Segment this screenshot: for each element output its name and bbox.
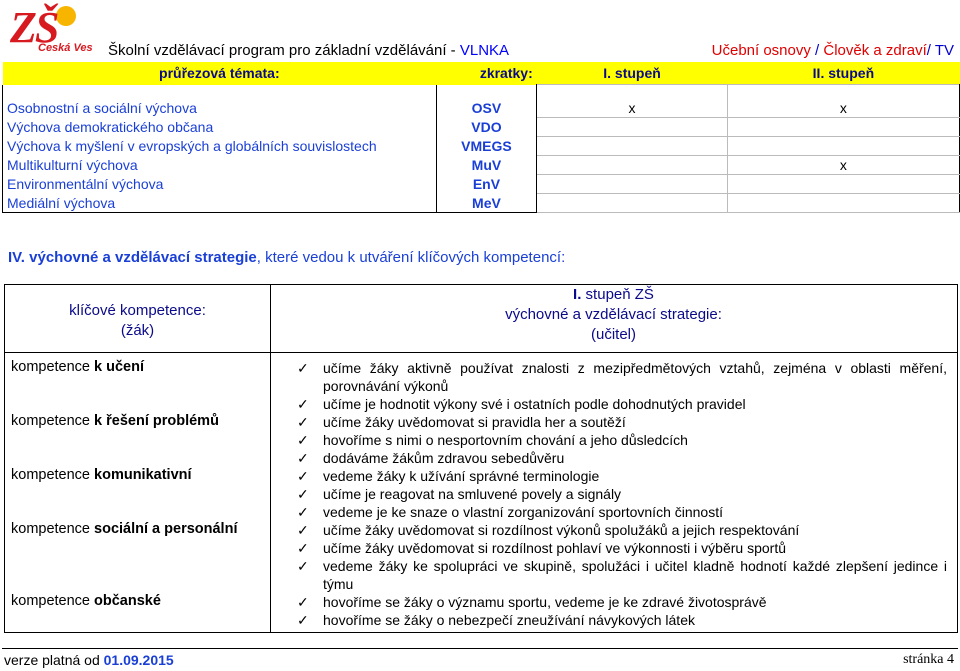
- strategies-header: [270, 285, 957, 345]
- strategy-text: vedeme žáky ke spolupráci ve skupině, spolužáci i učitel kladně hodnotí každé zlepšení jedince i týmu: [323, 558, 947, 592]
- theme-abbr: MeV: [436, 194, 537, 213]
- checkmark-icon: ✓: [297, 558, 309, 574]
- checkmark-icon: ✓: [297, 612, 309, 628]
- table-row: [3, 156, 960, 175]
- theme-abbr: VMEGS: [436, 137, 537, 156]
- theme-name: Osobnostní a sociální výchova: [3, 85, 437, 118]
- strategies-header-stage: [270, 285, 957, 305]
- checkmark-icon: ✓: [297, 504, 309, 520]
- list-item: [295, 449, 947, 467]
- competence-name: občanské: [94, 593, 161, 609]
- section-title-bold: IV. výchovné a vzdělávací strategie: [8, 249, 257, 266]
- list-item: [295, 611, 947, 629]
- theme-stage2: x: [727, 85, 959, 118]
- checkmark-icon: ✓: [297, 486, 309, 502]
- logo-name: Česká Ves: [38, 42, 93, 54]
- competences-header: [5, 301, 270, 341]
- section-title-rest: , které vedou k utváření klíčových kompetencí:: [256, 249, 566, 266]
- school-logo: [8, 2, 104, 58]
- theme-abbr: OSV: [436, 85, 537, 118]
- competence-name: sociální a personální: [94, 521, 238, 537]
- logo-mark: ZŠ: [10, 3, 58, 52]
- theme-name: Environmentální výchova: [3, 175, 437, 194]
- program-prefix: Školní vzdělávací program pro základní vzdělávání -: [108, 42, 460, 59]
- strategy-text: dodáváme žákům zdravou sebedůvěru: [323, 450, 565, 466]
- strategies-list: [295, 359, 947, 629]
- theme-stage1: x: [537, 85, 728, 118]
- page-number: stránka 4: [903, 652, 954, 667]
- theme-name: Multikulturní výchova: [3, 156, 437, 175]
- checkmark-icon: ✓: [297, 432, 309, 448]
- competence-civic: [11, 593, 161, 609]
- competences-header-title: klíčové kompetence:: [69, 302, 206, 319]
- strategy-text: učíme žáky uvědomovat si pravidla her a soutěží: [323, 414, 626, 430]
- table-row: [3, 118, 960, 137]
- header-program: [108, 42, 509, 59]
- list-item: [295, 557, 947, 593]
- stage-number: I.: [573, 286, 582, 303]
- strategy-text: hovoříme s nimi o nesportovním chování a jeho důsledcích: [323, 432, 688, 448]
- theme-stage1: [537, 175, 728, 194]
- competence-prefix: kompetence: [11, 467, 95, 483]
- checkmark-icon: ✓: [297, 594, 309, 610]
- strategies-header-title: výchovné a vzdělávací strategie:: [505, 306, 722, 323]
- theme-stage2: [727, 118, 959, 137]
- theme-stage1: [537, 194, 728, 213]
- competences-table: [4, 284, 958, 633]
- theme-name: Výchova demokratického občana: [3, 118, 437, 137]
- theme-abbr: EnV: [436, 175, 537, 194]
- strategies-header-sub: (učitel): [590, 326, 636, 343]
- competence-prefix: kompetence: [11, 413, 95, 429]
- footer-divider: [2, 648, 958, 649]
- competence-name: k řešení problémů: [94, 413, 219, 429]
- themes-header-row: [3, 62, 960, 85]
- sun-icon: [56, 6, 76, 26]
- list-item: [295, 485, 947, 503]
- theme-stage1: [537, 137, 728, 156]
- list-item: [295, 539, 947, 557]
- checkmark-icon: ✓: [297, 360, 309, 376]
- checkmark-icon: ✓: [297, 540, 309, 556]
- theme-stage2: [727, 175, 959, 194]
- competence-social: [11, 521, 237, 537]
- competence-prefix: kompetence: [11, 521, 95, 537]
- table-row: [3, 175, 960, 194]
- theme-abbr: MuV: [436, 156, 537, 175]
- footer-version: [4, 652, 174, 668]
- list-item: [295, 395, 947, 413]
- strategy-text: hovoříme se žáky o nebezpečí zneužívání návykových látek: [323, 612, 695, 628]
- strategy-text: hovoříme se žáky o významu sportu, vedeme je ke zdravé životosprávě: [323, 594, 767, 610]
- strategy-text: vedeme žáky k užívání správné terminologie: [323, 468, 600, 484]
- competence-learning: [11, 359, 144, 375]
- competence-communicative: [11, 467, 192, 483]
- competence-problem-solving: [11, 413, 219, 429]
- strategy-text: učíme je hodnotit výkony své i ostatních podle dohodnutých pravidel: [323, 396, 746, 412]
- checkmark-icon: ✓: [297, 396, 309, 412]
- strategy-text: vedeme je ke snaze o vlastní zorganizování sportovních činností: [323, 504, 723, 520]
- competence-prefix: kompetence: [11, 593, 95, 609]
- header-divider: [5, 352, 957, 353]
- theme-stage2: [727, 137, 959, 156]
- list-item: [295, 503, 947, 521]
- checkmark-icon: ✓: [297, 450, 309, 466]
- section-title: [8, 249, 565, 266]
- checkmark-icon: ✓: [297, 522, 309, 538]
- header-subject: [712, 42, 954, 59]
- themes-header-themes: průřezová témata:: [3, 62, 437, 85]
- theme-name: Výchova k myšlení v evropských a globálních souvislostech: [3, 137, 437, 156]
- list-item: [295, 359, 947, 395]
- table-row: [3, 85, 960, 118]
- theme-abbr: VDO: [436, 118, 537, 137]
- stage-label: stupeň ZŠ: [581, 286, 654, 303]
- themes-table: [2, 62, 960, 213]
- version-prefix: verze platná od: [4, 652, 104, 668]
- checkmark-icon: ✓: [297, 468, 309, 484]
- theme-stage2: x: [727, 156, 959, 175]
- table-row: [3, 137, 960, 156]
- theme-stage1: [537, 156, 728, 175]
- theme-name: Mediální výchova: [3, 194, 437, 213]
- themes-header-stage1: I. stupeň: [537, 62, 728, 85]
- header-sep2: / TV: [926, 42, 954, 59]
- strategy-text: učíme žáky uvědomovat si rozdílnost výkonů spolužáků a jejich respektování: [323, 522, 800, 538]
- list-item: [295, 593, 947, 611]
- table-row: [3, 194, 960, 213]
- themes-header-abbr: zkratky:: [436, 62, 537, 85]
- header-curriculum: Učební osnovy: [711, 42, 811, 59]
- list-item: [295, 467, 947, 485]
- header-area: Člověk a zdraví: [823, 42, 927, 59]
- list-item: [295, 413, 947, 431]
- theme-stage1: [537, 118, 728, 137]
- list-item: [295, 431, 947, 449]
- header-sep1: /: [810, 42, 824, 59]
- theme-stage2: [727, 194, 959, 213]
- competences-header-sub: (žák): [120, 322, 155, 339]
- strategy-text: učíme je reagovat na smluvené povely a signály: [323, 486, 622, 502]
- list-item: [295, 521, 947, 539]
- version-date: 01.09.2015: [103, 652, 174, 668]
- strategy-text: učíme žáky uvědomovat si rozdílnost pohlaví ve výkonnosti i výběru sportů: [323, 540, 786, 556]
- checkmark-icon: ✓: [297, 414, 309, 430]
- themes-header-stage2: II. stupeň: [727, 62, 959, 85]
- competence-name: k učení: [94, 359, 144, 375]
- competence-prefix: kompetence: [11, 359, 95, 375]
- program-name: VLNKA: [459, 42, 510, 59]
- strategy-text: učíme žáky aktivně používat znalosti z mezipředmětových vztahů, zejména v oblasti měření, porovnávání výkonů: [323, 360, 947, 394]
- competence-name: komunikativní: [94, 467, 192, 483]
